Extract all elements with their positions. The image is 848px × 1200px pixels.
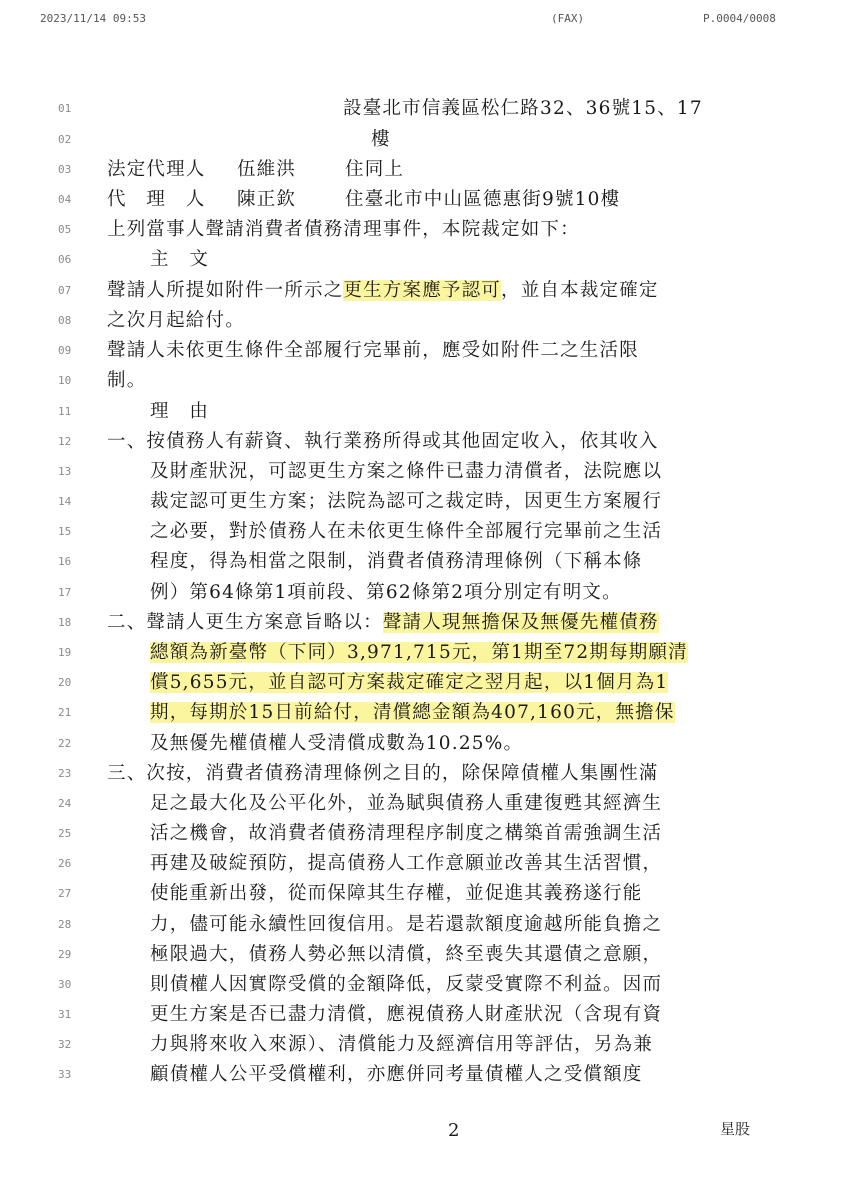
text-line: 更生方案是否已盡力清償，應視債務人財產狀況（含現有資: [150, 1004, 663, 1025]
line-number: 17: [58, 586, 72, 599]
line-number: 28: [58, 918, 72, 931]
line-number: 22: [58, 737, 72, 750]
line-number: 09: [58, 344, 72, 357]
line-22: [0, 729, 848, 759]
address-line-continued: 樓: [371, 129, 391, 150]
line-25: [0, 819, 848, 849]
highlighted-text: 聲請人現無擔保及無優先權債務: [382, 612, 659, 633]
line-28: [0, 910, 848, 940]
line-10: [0, 366, 848, 396]
line-number: 12: [58, 435, 72, 448]
line-number: 24: [58, 797, 72, 810]
line-number: 06: [58, 253, 72, 266]
page-number: 2: [448, 1120, 460, 1141]
text-line: 之次月起給付。: [107, 310, 245, 331]
line-05: [0, 215, 848, 245]
text-line: 及無優先權債權人受清償成數為10.25%。: [150, 733, 524, 754]
line-23: [0, 759, 848, 789]
text-line: 之必要，對於債務人在未依更生條件全部履行完畢前之生活: [150, 521, 663, 542]
line-33: [0, 1060, 848, 1090]
line-number: 18: [58, 616, 72, 629]
text-line: 制。: [107, 370, 147, 391]
section-heading-reasons: 理 由: [150, 401, 210, 422]
line-number: 29: [58, 948, 72, 961]
agent-name: 陳正欽: [237, 189, 297, 210]
text-line: 足之最大化及公平化外，並為賦與債務人重建復甦其經濟生: [150, 793, 663, 814]
line-20: [0, 668, 848, 698]
text-line: [150, 668, 668, 698]
line-16: [0, 547, 848, 577]
text-line: 活之機會，故消費者債務清理程序制度之構築首需強調生活: [150, 823, 663, 844]
line-number: 11: [58, 405, 72, 418]
line-09: [0, 336, 848, 366]
text-line: 三、次按，消費者債務清理條例之目的，除保障債權人集團性滿: [107, 763, 659, 784]
line-04: [0, 185, 848, 215]
line-11: [0, 397, 848, 427]
line-number: 19: [58, 646, 72, 659]
line-number: 31: [58, 1008, 72, 1021]
text-line: 裁定認可更生方案；法院為認可之裁定時，因更生方案履行: [150, 491, 663, 512]
line-number: 15: [58, 525, 72, 538]
text-line: 聲請人未依更生條件全部履行完畢前，應受如附件二之生活限: [107, 340, 639, 361]
line-26: [0, 849, 848, 879]
highlighted-text: 更生方案應予認可: [343, 280, 502, 301]
line-21: [0, 698, 848, 728]
address-line: 設臺北市信義區松仁路32、36號15、17: [343, 98, 703, 119]
line-06: [0, 245, 848, 275]
line-number: 01: [58, 102, 72, 115]
line-08: [0, 306, 848, 336]
text-line: 二、聲請人更生方案意旨略以：聲請人現無擔保及無優先權債務: [107, 612, 659, 633]
line-number: 30: [58, 978, 72, 991]
line-03: [0, 155, 848, 185]
highlighted-text: 總額為新臺幣（下同）3,971,715元，第1期至72期每期願清: [150, 642, 688, 663]
fax-label: (FAX): [551, 12, 585, 25]
agent-label: 代 理 人: [107, 189, 206, 210]
line-number: 02: [58, 133, 72, 146]
line-number: 07: [58, 284, 72, 297]
line-29: [0, 940, 848, 970]
line-number: 10: [58, 374, 72, 387]
fax-page-counter: P.0004/0008: [703, 12, 776, 25]
line-number: 08: [58, 314, 72, 327]
legal-representative-name: 伍維洪: [237, 159, 297, 180]
line-number: 33: [58, 1068, 72, 1081]
text-line: 再建及破綻預防，提高債務人工作意願並改善其生活習慣，: [150, 853, 663, 874]
text-line: 聲請人所提如附件一所示之更生方案應予認可，並自本裁定確定: [107, 280, 659, 301]
text-line: 及財產狀況，可認更生方案之條件已盡力清償者，法院應以: [150, 461, 663, 482]
line-30: [0, 970, 848, 1000]
fax-header: [0, 12, 848, 32]
line-number: 04: [58, 193, 72, 206]
text-line: 例）第64條第1項前段、第62條第2項分別定有明文。: [150, 582, 622, 603]
line-number: 03: [58, 163, 72, 176]
text-line: 一、按債務人有薪資、執行業務所得或其他固定收入，依其收入: [107, 431, 659, 452]
line-02: [0, 125, 848, 155]
fax-datetime: 2023/11/14 09:53: [40, 12, 146, 25]
line-number: 27: [58, 887, 72, 900]
line-24: [0, 789, 848, 819]
line-number: 05: [58, 223, 72, 236]
text-line: 力與將來收入來源）、清償能力及經濟信用等評估，另為兼: [150, 1034, 653, 1055]
line-17: [0, 578, 848, 608]
highlighted-text: 期，每期於15日前給付，清償總金額為407,160元，無擔保: [150, 702, 675, 723]
line-01: [0, 94, 848, 124]
text-line: 極限過大，債務人勢必無以清償，終至喪失其還債之意願，: [150, 944, 663, 965]
line-number: 32: [58, 1038, 72, 1051]
text-line: 力，儘可能永續性回復信用。是若還款額度逾越所能負擔之: [150, 914, 663, 935]
section-heading-main-text: 主 文: [150, 249, 210, 270]
line-number: 16: [58, 555, 72, 568]
line-13: [0, 457, 848, 487]
line-27: [0, 879, 848, 909]
line-18: [0, 608, 848, 638]
text-line: 程度，得為相當之限制，消費者債務清理條例（下稱本條: [150, 551, 643, 572]
line-number: 26: [58, 857, 72, 870]
text-line: [150, 638, 688, 668]
clerk-stamp: 星股: [720, 1120, 751, 1138]
line-15: [0, 517, 848, 547]
line-31: [0, 1000, 848, 1030]
agent-address: 住臺北市中山區德惠街9號10樓: [345, 189, 621, 210]
line-19: [0, 638, 848, 668]
text-line: 上列當事人聲請消費者債務清理事件，本院裁定如下：: [107, 219, 580, 240]
line-32: [0, 1030, 848, 1060]
text-line: 使能重新出發，從而保障其生存權，並促進其義務遂行能: [150, 883, 643, 904]
line-number: 20: [58, 676, 72, 689]
text-line: 顧債權人公平受償權利，亦應併同考量債權人之受償額度: [150, 1064, 643, 1085]
legal-representative-address: 住同上: [345, 159, 405, 180]
line-14: [0, 487, 848, 517]
line-number: 14: [58, 495, 72, 508]
line-07: [0, 276, 848, 306]
line-number: 13: [58, 465, 72, 478]
text-line: 則債權人因實際受償的金額降低，反蒙受實際不利益。因而: [150, 974, 663, 995]
highlighted-text: 償5,655元，並自認可方案裁定確定之翌月起，以1個月為1: [150, 672, 669, 693]
line-12: [0, 427, 848, 457]
line-number: 23: [58, 767, 72, 780]
line-number: 21: [58, 706, 72, 719]
line-number: 25: [58, 827, 72, 840]
legal-representative-label: 法定代理人: [107, 159, 206, 180]
text-line: [150, 698, 675, 728]
